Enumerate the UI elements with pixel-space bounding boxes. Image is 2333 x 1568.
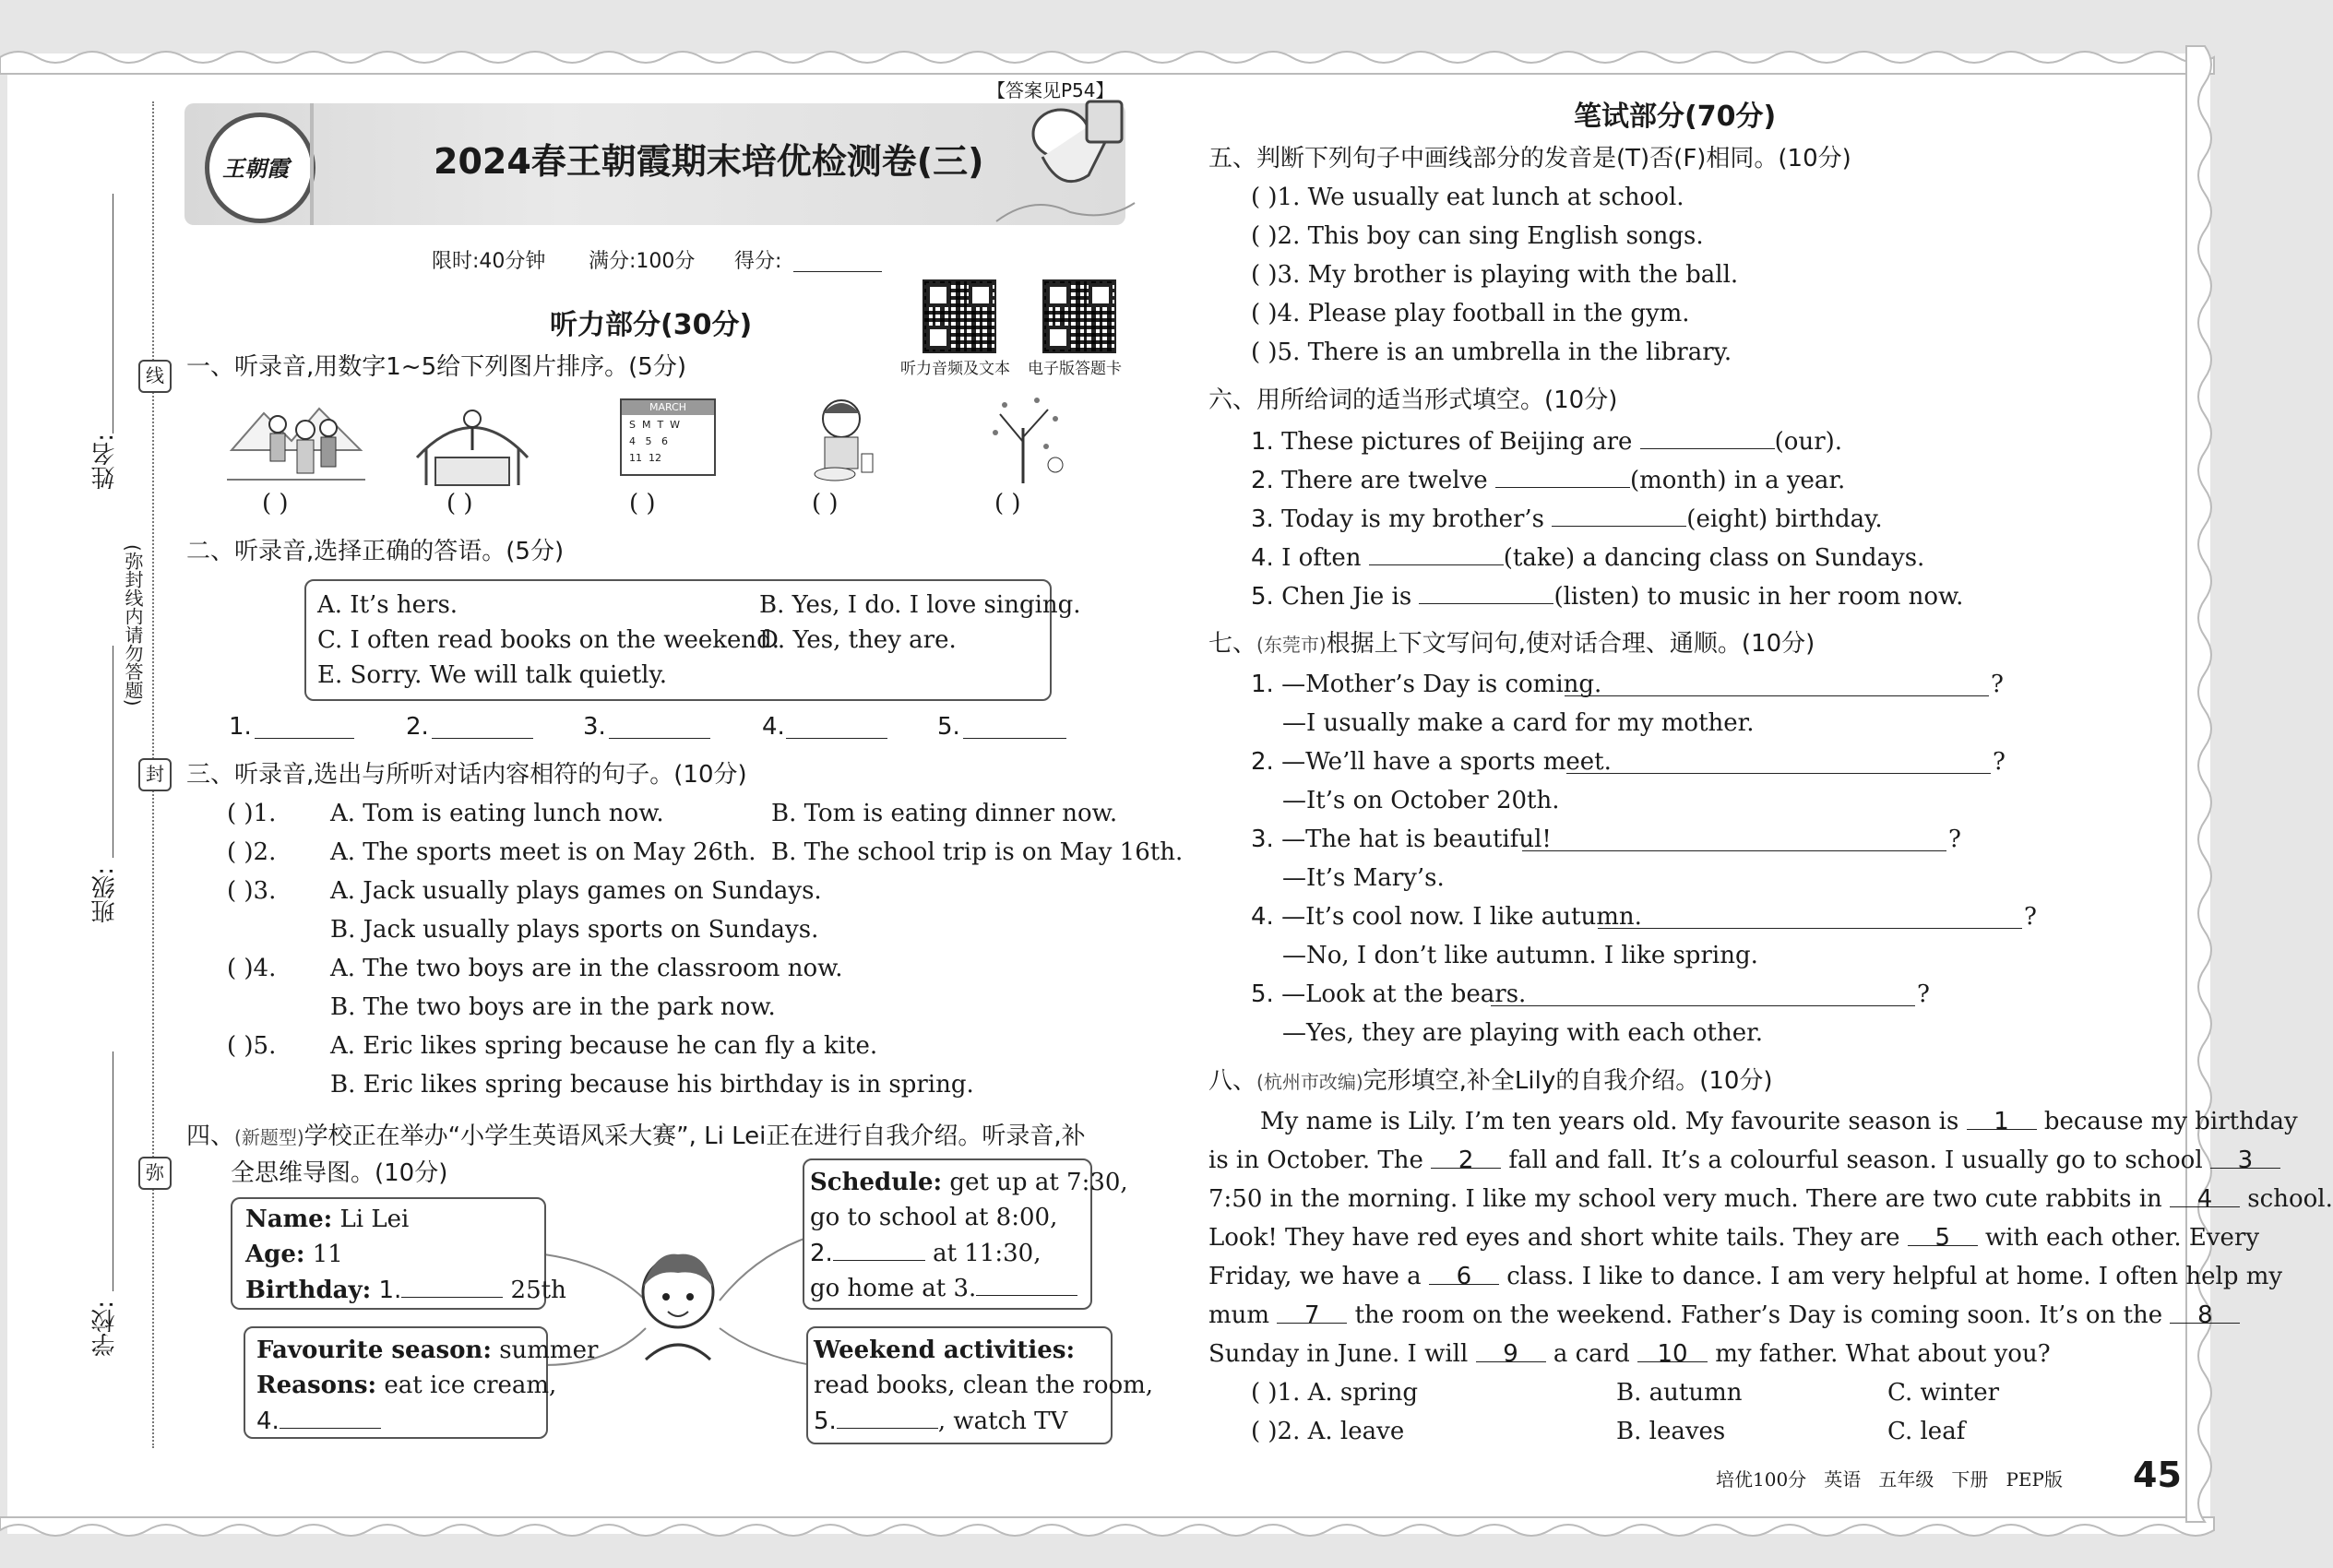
- torn-edge-top: [0, 37, 2260, 74]
- cloze-l2-b: fall and fall. It’s a colourful season. I usually go to school: [1508, 1146, 2203, 1174]
- name-key: Name:: [245, 1206, 333, 1233]
- section-3-title: 三、听录音,选出与所听对话内容相符的句子。(10分): [186, 761, 747, 789]
- calendar-dates-row1: 4 5 6: [629, 435, 668, 447]
- s7-q3-prompt: [1251, 825, 1552, 854]
- s6-q4-text: I often: [1281, 544, 1362, 572]
- s7-q3-text: —The hat is beautiful!: [1281, 826, 1552, 853]
- reasons-value: eat ice cream,: [384, 1372, 557, 1399]
- s6-q2-hint: (month) in a year.: [1629, 467, 1846, 494]
- s3-q5-option-a: A. Eric likes spring because he can fly a kite.: [330, 1032, 878, 1060]
- s7-q3-num: 3.: [1251, 826, 1274, 853]
- seal-mark-line: 线: [138, 360, 172, 393]
- cloze-l3-a: 7:50 in the morning. I like my school very much. There are two cute rabbits in: [1208, 1185, 2162, 1213]
- boy-avatar: [627, 1241, 729, 1361]
- cloze-l1-b: because my birthday: [2043, 1108, 2298, 1135]
- cloze-line-4: [1208, 1223, 2259, 1253]
- s3-q2-option-b: B. The school trip is on May 16th.: [771, 838, 1184, 866]
- s7-title-number: 七、: [1208, 630, 1257, 658]
- s5-q1[interactable]: ( )1. We usually eat lunch at school.: [1251, 184, 1684, 211]
- s5-q3[interactable]: ( )3. My brother is playing with the ball.: [1251, 261, 1739, 289]
- s6-q3-hint: (eight) birthday.: [1686, 505, 1883, 533]
- cloze-l7-c: my father. What about you?: [1715, 1340, 2051, 1368]
- cloze-blank-10[interactable]: 10: [1637, 1339, 1708, 1362]
- s7-q1-reply: —I usually make a card for my mother.: [1282, 709, 1755, 737]
- cloze-l6-a: mum: [1208, 1301, 1270, 1329]
- favourite-season-row: [256, 1336, 598, 1365]
- answer-line-2[interactable]: [432, 738, 533, 739]
- class-label: 班级:: [91, 867, 119, 923]
- s7-q4-answer-line[interactable]: [1598, 928, 2022, 929]
- s7-q5-qmark: ?: [1917, 980, 1930, 1008]
- option-e: E. Sorry. We will talk quietly.: [317, 661, 667, 689]
- footer-book-info: 培优100分 英语 五年级 下册 PEP版: [1716, 1468, 2063, 1491]
- s6-q4-blank[interactable]: [1369, 542, 1504, 565]
- schedule-time: at 11:30,: [933, 1240, 1042, 1267]
- s7-q2-text: —We’ll have a sports meet.: [1281, 748, 1612, 776]
- schedule-row-4: [810, 1273, 1077, 1303]
- s6-q5-text: Chen Jie is: [1281, 583, 1412, 611]
- seal-warning-note: (弥封线内请勿答题): [122, 544, 144, 707]
- s6-q1: [1251, 426, 1842, 457]
- schedule-home: go home at 3.: [810, 1275, 977, 1302]
- s5-q4[interactable]: ( )4. Please play football in the gym.: [1251, 300, 1690, 327]
- cloze-l5-b: class. I like to dance. I am very helpful at home. I often help my: [1506, 1263, 2283, 1290]
- option-d: D. Yes, they are.: [759, 626, 957, 654]
- qr-code-answer-card[interactable]: [1042, 279, 1116, 353]
- answer-num-4: 4.: [762, 713, 785, 741]
- seal-mark-mi: 弥: [138, 1157, 172, 1190]
- option-c: C. I often read books on the weekend.: [317, 626, 780, 654]
- cloze-blank-8[interactable]: 8: [2170, 1301, 2240, 1324]
- section-4-title: [186, 1122, 1086, 1152]
- s7-q2-answer-line[interactable]: [1566, 773, 1991, 774]
- time-limit: 限时:40分钟: [432, 250, 546, 273]
- reason-blank-row: [256, 1406, 381, 1436]
- s3-q2-blank[interactable]: ( )2.: [227, 838, 277, 866]
- picture-boy-eating: [803, 393, 886, 485]
- schedule-key: Schedule:: [810, 1169, 943, 1196]
- schedule-blank-3[interactable]: [976, 1273, 1077, 1296]
- s7-q4-qmark: ?: [2024, 903, 2037, 931]
- score-label: 得分:: [734, 250, 782, 273]
- weekend-activities: read books, clean the room,: [814, 1372, 1154, 1399]
- answer-reference: 【答案见P54】: [987, 79, 1114, 101]
- s3-q5-option-b: B. Eric likes spring because his birthday is in spring.: [330, 1071, 974, 1099]
- s6-q1-hint: (our).: [1774, 428, 1843, 456]
- mascot-illustration: [978, 83, 1144, 231]
- score-input-line[interactable]: [793, 271, 882, 272]
- weekend-row-3: [814, 1406, 1067, 1436]
- s3-q2-option-a: A. The sports meet is on May 26th.: [330, 838, 756, 866]
- schedule-blank-2[interactable]: [833, 1238, 925, 1261]
- new-type-tag: (新题型): [234, 1126, 304, 1148]
- option-b: B. Yes, I do. I love singing.: [759, 591, 1081, 619]
- s7-q1-answer-line[interactable]: [1565, 695, 1989, 696]
- s4-title-text: 学校正在举办“小学生英语风采大赛”, Li Lei正在进行自我介绍。听录音,补: [304, 1123, 1086, 1150]
- s6-q4-hint: (take) a dancing class on Sundays.: [1503, 544, 1925, 572]
- picture-family-walk: [227, 395, 365, 487]
- s6-q1-num: 1.: [1251, 428, 1274, 456]
- s3-q5-blank[interactable]: ( )5.: [227, 1032, 277, 1060]
- reason-blank[interactable]: [280, 1406, 381, 1429]
- section-1-title: 一、听录音,用数字1~5给下列图片排序。(5分): [186, 353, 686, 381]
- s7-q4-text: —It’s cool now. I like autumn.: [1281, 903, 1642, 931]
- qr-caption-answer-card: 电子版答题卡: [1028, 360, 1122, 378]
- writing-part-title: 笔试部分(70分): [1574, 101, 1777, 133]
- logo-text: 王朝霞: [222, 156, 289, 182]
- cloze-choice-1-c: C. winter: [1887, 1379, 2000, 1407]
- cloze-l3-b: school.: [2247, 1185, 2333, 1213]
- cloze-line-7: [1208, 1339, 2051, 1369]
- s5-q2[interactable]: ( )2. This boy can sing English songs.: [1251, 222, 1704, 250]
- s7-q2-reply: —It’s on October 20th.: [1282, 787, 1560, 814]
- s6-q2: [1251, 465, 1845, 495]
- cloze-line-3: [1208, 1184, 2333, 1214]
- page-number: 45: [2133, 1455, 2182, 1495]
- s7-q3-reply: —It’s Mary’s.: [1282, 864, 1445, 892]
- cloze-choice-1[interactable]: ( )1. A. spring: [1251, 1379, 1419, 1407]
- s3-q3-option-b: B. Jack usually plays sports on Sundays.: [330, 916, 819, 944]
- s3-q4-option-b: B. The two boys are in the park now.: [330, 993, 776, 1021]
- cloze-line-2: [1208, 1146, 2280, 1175]
- cloze-choice-2-b: B. leaves: [1616, 1418, 1726, 1445]
- answer-num-5: 5.: [937, 713, 960, 741]
- birthday-num: 1.: [378, 1277, 402, 1304]
- s7-q1-prompt: [1251, 670, 1601, 699]
- s7-q5-reply: —Yes, they are playing with each other.: [1282, 1019, 1763, 1047]
- cloze-blank-9[interactable]: 9: [1476, 1339, 1546, 1362]
- section-8-title: [1208, 1066, 1773, 1097]
- cloze-choice-2-c: C. leaf: [1887, 1418, 1966, 1445]
- s5-q5[interactable]: ( )5. There is an umbrella in the library.: [1251, 339, 1732, 366]
- cloze-l7-a: Sunday in June. I will: [1208, 1340, 1469, 1368]
- answer-num-2: 2.: [406, 713, 429, 741]
- birthday-blank[interactable]: [401, 1275, 503, 1298]
- cloze-l7-b: a card: [1553, 1340, 1630, 1368]
- cloze-l1-a: My name is Lily. I’m ten years old. My favourite season is: [1260, 1108, 1959, 1135]
- s3-q4-blank[interactable]: ( )4.: [227, 955, 277, 982]
- reasons-key: Reasons:: [256, 1372, 377, 1399]
- s7-q1-text: —Mother’s Day is coming.: [1281, 671, 1602, 698]
- section-2-title: 二、听录音,选择正确的答语。(5分): [186, 538, 565, 565]
- s7-q4-reply: —No, I don’t like autumn. I like spring.: [1282, 942, 1758, 969]
- s6-q3-num: 3.: [1251, 505, 1274, 533]
- s6-q5-num: 5.: [1251, 583, 1274, 611]
- picture-tree-leaves: [982, 391, 1074, 487]
- schedule-getup: get up at 7:30,: [949, 1169, 1128, 1196]
- s3-q1-blank[interactable]: ( )1.: [227, 800, 277, 827]
- cloze-l5-a: Friday, we have a: [1208, 1263, 1422, 1290]
- s6-q5-hint: (listen) to music in her room now.: [1553, 583, 1964, 611]
- cloze-choice-1-b: B. autumn: [1616, 1379, 1743, 1407]
- schedule-school: go to school at 8:00,: [810, 1204, 1058, 1231]
- age-key: Age:: [245, 1241, 305, 1268]
- s6-q3-text: Today is my brother’s: [1281, 505, 1545, 533]
- picture-calendar: [620, 398, 716, 476]
- s6-q1-blank[interactable]: [1640, 426, 1775, 449]
- cloze-blank-4[interactable]: 4: [2170, 1184, 2240, 1207]
- s6-q2-text: There are twelve: [1281, 467, 1488, 494]
- s7-q2-prompt: [1251, 747, 1612, 777]
- banner-divider: [310, 103, 314, 225]
- s4-title-number: 四、: [186, 1123, 235, 1150]
- cloze-blank-1[interactable]: 1: [1967, 1107, 2037, 1130]
- cloze-choice-2[interactable]: ( )2. A. leave: [1251, 1418, 1405, 1445]
- option-a: A. It’s hers.: [317, 591, 458, 619]
- cloze-l2-a: is in October. The: [1208, 1146, 1423, 1174]
- section-7-title: [1208, 629, 1815, 659]
- answer-num-3: 3.: [583, 713, 606, 741]
- order-blank-4[interactable]: ( ): [812, 490, 839, 517]
- weekend-tv: , watch TV: [937, 1408, 1068, 1435]
- answer-line-3[interactable]: [609, 738, 710, 739]
- calendar-dates-row2: 11 12: [629, 452, 661, 464]
- torn-edge-bottom: [0, 1517, 2260, 1554]
- s7-q2-qmark: ?: [1993, 748, 2006, 776]
- s3-q1-option-a: A. Tom is eating lunch now.: [330, 800, 664, 827]
- s8-title-number: 八、: [1208, 1067, 1257, 1095]
- weekend-num-5: 5.: [814, 1408, 837, 1435]
- weekend-blank-5[interactable]: [837, 1406, 938, 1429]
- qr-code-audio[interactable]: [922, 279, 996, 353]
- answer-line-5[interactable]: [963, 738, 1066, 739]
- age-row: [245, 1240, 343, 1269]
- s3-q3-blank[interactable]: ( )3.: [227, 877, 277, 905]
- s6-q3-blank[interactable]: [1552, 504, 1686, 527]
- cloze-blank-6[interactable]: 6: [1429, 1262, 1499, 1285]
- answer-line-1[interactable]: [255, 738, 354, 739]
- s7-q4-num: 4.: [1251, 903, 1274, 931]
- picture-girl-on-bridge: [412, 393, 532, 489]
- schedule-num-2: 2.: [810, 1240, 833, 1267]
- s7-q3-qmark: ?: [1948, 826, 1961, 853]
- order-blank-3[interactable]: ( ): [629, 490, 656, 517]
- s3-q1-option-b: B. Tom is eating dinner now.: [771, 800, 1118, 827]
- s7-region-tag: (东莞市): [1256, 634, 1327, 656]
- order-blank-5[interactable]: ( ): [994, 490, 1021, 517]
- s3-q3-option-a: A. Jack usually plays games on Sundays.: [330, 877, 822, 905]
- birthday-key: Birthday:: [245, 1277, 372, 1304]
- name-label: 姓名:: [91, 434, 119, 490]
- s8-title-text: 完形填空,补全Lily的自我介绍。(10分): [1363, 1067, 1773, 1095]
- full-score: 满分:100分: [589, 250, 696, 273]
- s7-q5-prompt: [1251, 980, 1526, 1009]
- calendar-month: MARCH: [622, 400, 714, 415]
- s6-q5-blank[interactable]: [1419, 581, 1553, 604]
- s6-q2-num: 2.: [1251, 467, 1274, 494]
- cloze-l4-a: Look! They have red eyes and short white tails. They are: [1208, 1224, 1900, 1252]
- listening-part-title: 听力部分(30分): [550, 309, 753, 341]
- section-6-title: 六、用所给词的适当形式填空。(10分): [1208, 386, 1618, 414]
- name-value: Li Lei: [339, 1206, 410, 1233]
- s3-q4-option-a: A. The two boys are in the classroom now.: [330, 955, 843, 982]
- order-blank-2[interactable]: ( ): [446, 490, 473, 517]
- publisher-logo: [205, 113, 315, 223]
- s6-q4: [1251, 542, 1924, 573]
- answer-num-1: 1.: [229, 713, 252, 741]
- qr-caption-audio: 听力音频及文本: [900, 360, 1010, 378]
- cloze-blank-3[interactable]: 3: [2210, 1146, 2280, 1169]
- school-label: 学校:: [91, 1301, 119, 1357]
- s7-title-text: 根据上下文写问句,使对话合理、通顺。(10分): [1326, 630, 1815, 658]
- weekend-key: Weekend activities:: [814, 1336, 1076, 1364]
- s6-q4-num: 4.: [1251, 544, 1274, 572]
- s7-q1-qmark: ?: [1991, 671, 2004, 698]
- favourite-season-value: summer: [499, 1336, 599, 1364]
- s7-q1-num: 1.: [1251, 671, 1274, 698]
- s7-q5-answer-line[interactable]: [1491, 1005, 1915, 1006]
- order-blank-1[interactable]: ( ): [262, 490, 289, 517]
- section-4-title-cont: 全思维导图。(10分): [231, 1159, 448, 1187]
- s6-q5: [1251, 581, 1963, 612]
- s7-q3-answer-line[interactable]: [1522, 850, 1946, 851]
- answer-line-4[interactable]: [786, 738, 887, 739]
- cloze-line-1: [1260, 1107, 2298, 1136]
- cloze-blank-5[interactable]: 5: [1908, 1223, 1978, 1246]
- s7-q5-num: 5.: [1251, 980, 1274, 1008]
- age-value: 11: [312, 1241, 343, 1268]
- s7-q2-num: 2.: [1251, 748, 1274, 776]
- exam-title: 2024春王朝霞期末培优检测卷(三): [434, 141, 984, 182]
- s6-q2-blank[interactable]: [1495, 465, 1630, 488]
- reason-num: 4.: [256, 1408, 280, 1435]
- cloze-blank-2[interactable]: 2: [1431, 1146, 1501, 1169]
- favourite-season-key: Favourite season:: [256, 1336, 492, 1364]
- calendar-weekdays: S M T W: [629, 419, 681, 431]
- name-row: [245, 1205, 409, 1234]
- cloze-line-5: [1208, 1262, 2282, 1291]
- cloze-l6-b: the room on the weekend. Father’s Day is coming soon. It’s on the: [1354, 1301, 2163, 1329]
- seal-mark-seal: 封: [138, 758, 172, 791]
- cloze-line-6: [1208, 1301, 2240, 1330]
- schedule-row-1: [810, 1168, 1128, 1197]
- section-5-title: 五、判断下列句子中画线部分的发音是(T)否(F)相同。(10分): [1208, 145, 1851, 172]
- reasons-row: [256, 1371, 556, 1400]
- birthday-value: 25th: [510, 1277, 566, 1304]
- s7-q5-text: —Look at the bears.: [1281, 980, 1527, 1008]
- s6-q3: [1251, 504, 1883, 534]
- cloze-l4-b: with each other. Every: [1985, 1224, 2260, 1252]
- s7-q4-prompt: [1251, 902, 1642, 932]
- cloze-blank-7[interactable]: 7: [1277, 1301, 1347, 1324]
- birthday-row: [245, 1275, 566, 1305]
- s8-region-tag: (杭州市改编): [1256, 1071, 1363, 1093]
- schedule-row-3: [810, 1238, 1041, 1268]
- s6-q1-text: These pictures of Beijing are: [1281, 428, 1633, 456]
